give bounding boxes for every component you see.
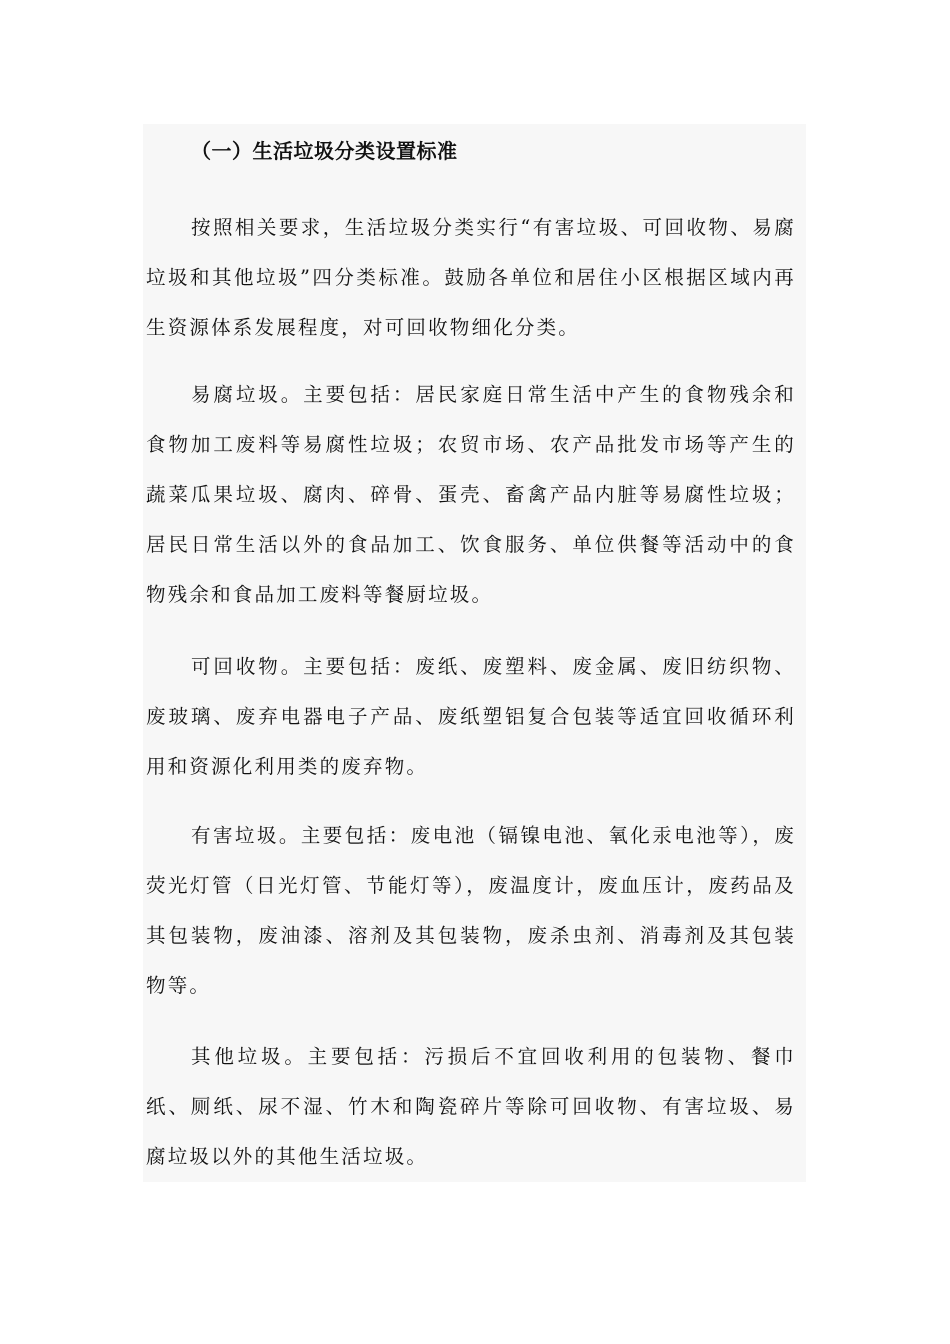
intro-paragraph: 按照相关要求，生活垃圾分类实行“有害垃圾、可回收物、易腐垃圾和其他垃圾”四分类标准。鼓励各单位和居住小区根据区域内再生资源体系发展程度，对可回收物细化分类。	[146, 216, 796, 339]
hazardous-waste-paragraph: 有害垃圾。主要包括：废电池（镉镍电池、氧化汞电池等），废荧光灯管（日光灯管、节能灯等），废温度计，废血压计，废药品及其包装物，废油漆、溶剂及其包装物，废杀虫剂、消毒剂及其包装物等。	[146, 824, 796, 997]
recyclable-paragraph: 可回收物。主要包括：废纸、废塑料、废金属、废旧纺织物、废玻璃、废弃电器电子产品、废纸塑铝复合包装等适宜回收循环利用和资源化利用类的废弃物。	[146, 655, 796, 778]
content-block	[143, 124, 806, 1182]
section-heading: （一）生活垃圾分类设置标准	[191, 139, 458, 163]
food-waste-paragraph: 易腐垃圾。主要包括：居民家庭日常生活中产生的食物残余和食物加工废料等易腐性垃圾；农贸市场、农产品批发市场等产生的蔬菜瓜果垃圾、腐肉、碎骨、蛋壳、畜禽产品内脏等易腐性垃圾；居民日常生活以外的食品加工、饮食服务、单位供餐等活动中的食物残余和食品加工废料等餐厨垃圾。	[146, 383, 796, 606]
other-waste-paragraph: 其他垃圾。主要包括：污损后不宜回收利用的包装物、餐巾纸、厕纸、尿不湿、竹木和陶瓷碎片等除可回收物、有害垃圾、易腐垃圾以外的其他生活垃圾。	[146, 1045, 796, 1168]
